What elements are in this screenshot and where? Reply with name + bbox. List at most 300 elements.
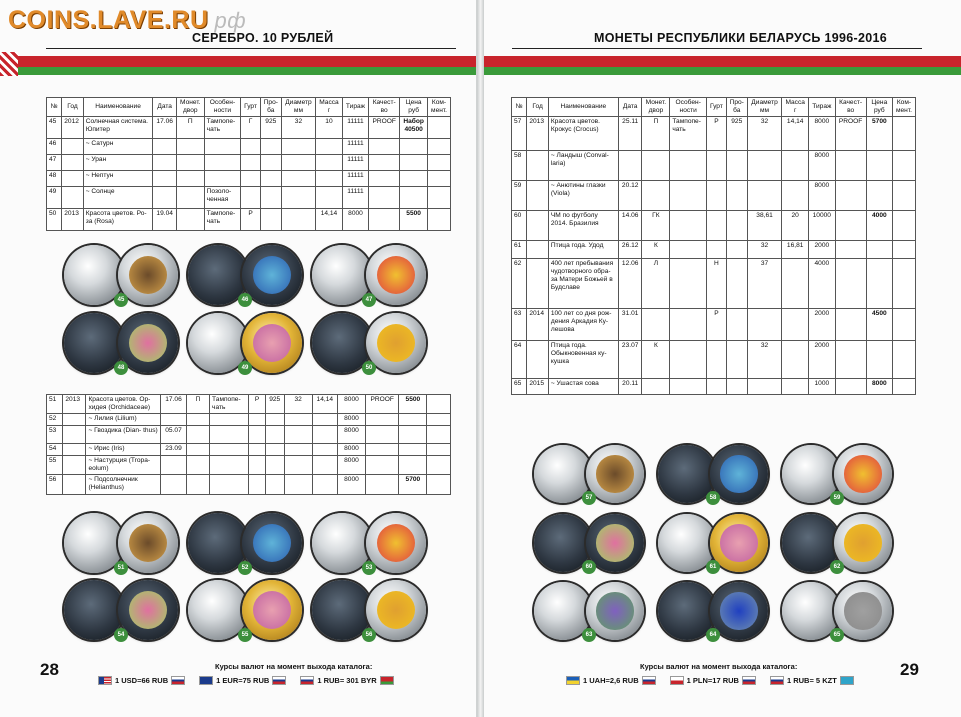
table-cell	[782, 341, 809, 379]
table-cell	[316, 171, 343, 187]
page-title: МОНЕТЫ РЕСПУБЛИКИ БЕЛАРУСЬ 1996-2016	[594, 31, 887, 45]
table-cell: 51	[47, 395, 63, 414]
table-cell: 8000	[337, 475, 365, 495]
table-cell: 64	[512, 341, 527, 379]
table-cell: Р	[241, 209, 261, 231]
table-cell: 50	[47, 209, 62, 231]
column-header: Масса г	[782, 98, 809, 117]
column-header: Ком- мент.	[892, 98, 915, 117]
table-cell	[62, 171, 83, 187]
table-cell	[400, 187, 428, 209]
table-cell	[400, 139, 428, 155]
coin-number-badge: 64	[706, 628, 720, 642]
table-cell	[670, 151, 707, 181]
table-cell	[892, 241, 915, 259]
coin-number-badge: 53	[362, 561, 376, 575]
table-cell	[265, 414, 284, 426]
table-cell	[281, 187, 315, 209]
table-cell: 19.04	[153, 209, 176, 231]
table-row	[512, 379, 916, 395]
table-cell	[312, 456, 337, 475]
table-cell	[249, 426, 265, 444]
table-cell: ~ Нептун	[83, 171, 153, 187]
table-cell	[782, 259, 809, 309]
coin-design-motif	[844, 592, 881, 629]
header-rule	[512, 48, 922, 49]
left-page	[0, 0, 477, 717]
table-cell	[707, 181, 727, 211]
table-cell	[427, 444, 451, 456]
table-cell	[316, 187, 343, 209]
table-cell: К	[642, 341, 670, 379]
table-cell	[670, 181, 707, 211]
column-header: Масса г	[316, 98, 343, 117]
table-cell	[260, 155, 281, 171]
coin-design-motif	[720, 592, 757, 629]
table-cell	[527, 211, 549, 241]
table-cell: 20	[782, 211, 809, 241]
table-cell	[186, 444, 209, 456]
coin-table-3	[511, 97, 916, 395]
coin-design-motif	[720, 524, 757, 561]
table-cell	[892, 181, 915, 211]
table-cell	[369, 187, 400, 209]
table-cell: 8000	[342, 209, 368, 231]
table-cell	[399, 444, 427, 456]
table-cell: 10	[316, 117, 343, 139]
table-cell: 4000	[809, 259, 835, 309]
coin-number-badge: 58	[706, 491, 720, 505]
table-cell: 11111	[342, 171, 368, 187]
table-cell	[62, 139, 83, 155]
table-cell: PROOF	[369, 117, 400, 139]
column-header: Качест- во	[369, 98, 400, 117]
flag-band-green	[0, 67, 477, 75]
table-cell: 925	[260, 117, 281, 139]
table-cell: 31.01	[618, 309, 642, 341]
by-flag-icon	[380, 676, 394, 685]
table-cell	[210, 444, 249, 456]
table-cell	[866, 341, 892, 379]
table-cell: 05.07	[161, 426, 186, 444]
flag-band-red	[484, 56, 961, 67]
table-cell	[241, 139, 261, 155]
table-row	[47, 187, 451, 209]
table-cell: 23.09	[161, 444, 186, 456]
table-cell: Г	[241, 117, 261, 139]
coin-number-badge: 60	[582, 560, 596, 574]
table-header-row	[512, 98, 916, 117]
table-cell	[892, 379, 915, 395]
coin-design-motif	[596, 524, 633, 561]
table-cell: 8000	[337, 456, 365, 475]
table-row	[512, 309, 916, 341]
page-number: 29	[900, 660, 919, 679]
table-cell	[835, 341, 866, 379]
table-cell	[642, 181, 670, 211]
table-cell	[265, 426, 284, 444]
table-row	[47, 139, 451, 155]
table-cell	[210, 475, 249, 495]
table-cell: 32	[747, 241, 781, 259]
table-cell	[747, 181, 781, 211]
table-cell	[186, 414, 209, 426]
pl-flag-icon	[670, 676, 684, 685]
table-cell	[260, 209, 281, 231]
table-cell	[176, 209, 204, 231]
column-header: Ком- мент.	[428, 98, 451, 117]
table-cell	[63, 426, 86, 444]
coin-number-badge: 54	[114, 628, 128, 642]
table-cell	[284, 456, 312, 475]
coin-number-badge: 56	[362, 628, 376, 642]
table-cell	[618, 151, 642, 181]
column-header: Дата	[618, 98, 642, 117]
table-cell	[707, 151, 727, 181]
table-cell: 5500	[399, 395, 427, 414]
rate-uah: 1 UAH=2,6 RUB	[566, 676, 656, 685]
table-cell	[726, 259, 747, 309]
table-cell	[176, 155, 204, 171]
column-header: Цена руб	[400, 98, 428, 117]
table-cell: 46	[47, 139, 62, 155]
coin-number-badge: 65	[830, 628, 844, 642]
table-cell: Р	[249, 395, 265, 414]
table-cell: ~ Лилия (Lilium)	[86, 414, 161, 426]
table-cell: 2015	[527, 379, 549, 395]
table-cell: 2000	[809, 241, 835, 259]
table-cell: Позоло- ченная	[204, 187, 241, 209]
table-cell: 2000	[809, 341, 835, 379]
table-cell	[312, 444, 337, 456]
column-header: Качест- во	[835, 98, 866, 117]
table-cell	[260, 187, 281, 209]
table-row	[47, 426, 451, 444]
coin-number-badge: 47	[362, 293, 376, 307]
table-cell	[260, 171, 281, 187]
table-cell	[316, 139, 343, 155]
table-row	[47, 209, 451, 231]
table-cell	[265, 475, 284, 495]
column-header: Гурт	[707, 98, 727, 117]
coin-number-badge: 62	[830, 560, 844, 574]
table-cell	[670, 259, 707, 309]
table-cell	[835, 309, 866, 341]
table-cell: Солнечная система. Юпитер	[83, 117, 153, 139]
table-cell	[284, 444, 312, 456]
eu-flag-icon	[199, 676, 213, 685]
table-cell	[892, 211, 915, 241]
table-cell	[428, 187, 451, 209]
table-row	[47, 171, 451, 187]
table-cell: Красота цветов. Ро- за (Rosa)	[83, 209, 153, 231]
rate-usd: 1 USD=66 RUB	[98, 676, 185, 685]
coin-table-1	[46, 97, 451, 231]
table-row	[512, 117, 916, 151]
table-cell	[892, 259, 915, 309]
table-cell: Н	[707, 259, 727, 309]
table-cell	[527, 151, 549, 181]
coin-number-badge: 51	[114, 561, 128, 575]
table-cell	[161, 475, 186, 495]
coin-design-motif	[129, 524, 167, 562]
table-cell	[527, 241, 549, 259]
table-cell	[427, 395, 451, 414]
column-header: №	[47, 98, 62, 117]
table-cell: Тампопе- чать	[670, 117, 707, 151]
table-cell: 57	[512, 117, 527, 151]
table-cell: 925	[726, 117, 747, 151]
coin-design-motif	[720, 455, 757, 492]
table-cell	[642, 379, 670, 395]
table-cell: 100 лет со дня рож- дения Аркадия Ку- лешова	[548, 309, 618, 341]
table-cell: П	[176, 117, 204, 139]
table-cell: 8000	[337, 414, 365, 426]
table-cell	[892, 117, 915, 151]
table-cell	[782, 151, 809, 181]
table-cell	[427, 456, 451, 475]
table-cell: 37	[747, 259, 781, 309]
table-cell	[204, 139, 241, 155]
table-cell: Набор 40500	[400, 117, 428, 139]
coin-number-badge: 50	[362, 361, 376, 375]
table-cell	[284, 426, 312, 444]
table-row	[47, 444, 451, 456]
table-cell	[527, 259, 549, 309]
coin-design-motif	[253, 524, 291, 562]
rates-title: Курсы валют на момент выхода каталога:	[640, 662, 798, 671]
table-cell	[892, 341, 915, 379]
coin-number-badge: 45	[114, 293, 128, 307]
table-cell	[281, 209, 315, 231]
table-cell	[726, 181, 747, 211]
table-cell: 20.11	[618, 379, 642, 395]
table-cell	[153, 139, 176, 155]
coin-table-2	[46, 394, 451, 495]
table-cell: 2013	[63, 395, 86, 414]
table-cell: П	[642, 117, 670, 151]
table-cell: 59	[512, 181, 527, 211]
table-cell	[369, 171, 400, 187]
table-cell: 8000	[866, 379, 892, 395]
table-cell: 38,61	[747, 211, 781, 241]
currency-rates	[98, 676, 394, 685]
table-cell: 5700	[866, 117, 892, 151]
table-cell	[427, 426, 451, 444]
table-cell	[670, 341, 707, 379]
table-cell	[892, 151, 915, 181]
coin-design-motif	[596, 455, 633, 492]
column-header: Дата	[153, 98, 176, 117]
ru-flag-icon	[642, 676, 656, 685]
coin-design-motif	[377, 256, 415, 294]
table-cell: 58	[512, 151, 527, 181]
coin-number-badge: 46	[238, 293, 252, 307]
column-header: Монет. двор	[642, 98, 670, 117]
table-row	[512, 181, 916, 211]
table-cell	[670, 211, 707, 241]
table-cell: Тампопе- чать	[204, 117, 241, 139]
coin-number-badge: 49	[238, 361, 252, 375]
table-cell: 2013	[62, 209, 83, 231]
table-cell	[366, 414, 399, 426]
table-cell: 8000	[809, 151, 835, 181]
table-cell: 12.06	[618, 259, 642, 309]
table-cell: ~ Анютины глазки (Viola)	[548, 181, 618, 211]
coin-number-badge: 57	[582, 491, 596, 505]
coin-design-motif	[253, 324, 291, 362]
table-cell	[670, 309, 707, 341]
table-cell	[366, 426, 399, 444]
ru-flag-icon	[272, 676, 286, 685]
table-cell	[642, 309, 670, 341]
table-cell: ~ Подсолнечник (Helianthus)	[86, 475, 161, 495]
table-cell	[265, 444, 284, 456]
table-cell: 25.11	[618, 117, 642, 151]
table-cell	[866, 259, 892, 309]
table-cell: 5700	[399, 475, 427, 495]
rate-byr: 1 RUB= 301 BYR	[300, 676, 393, 685]
table-cell	[210, 426, 249, 444]
table-cell: 11111	[342, 187, 368, 209]
table-cell	[265, 456, 284, 475]
table-cell: 63	[512, 309, 527, 341]
table-cell: ~ Гвоздика (Dian- thus)	[86, 426, 161, 444]
table-cell	[281, 155, 315, 171]
column-header: Цена руб	[866, 98, 892, 117]
currency-rates	[566, 676, 854, 685]
table-cell	[747, 379, 781, 395]
table-cell: ~ Настурция (Tropa- eolum)	[86, 456, 161, 475]
table-row	[47, 117, 451, 139]
table-cell	[835, 379, 866, 395]
column-header: Тираж	[342, 98, 368, 117]
table-cell: ГК	[642, 211, 670, 241]
table-cell: 4000	[866, 211, 892, 241]
table-cell	[835, 211, 866, 241]
table-cell	[707, 241, 727, 259]
book-gutter	[477, 0, 484, 717]
table-cell	[782, 309, 809, 341]
table-cell	[249, 444, 265, 456]
table-cell	[642, 151, 670, 181]
right-page	[484, 0, 961, 717]
column-header: Год	[62, 98, 83, 117]
coin-design-motif	[129, 324, 167, 362]
table-cell	[186, 426, 209, 444]
table-cell	[707, 341, 727, 379]
table-cell	[176, 187, 204, 209]
table-cell: 400 лет пребывания чудотворного обра- за Матери Божьей в Будславе	[548, 259, 618, 309]
table-cell: 32	[284, 395, 312, 414]
table-cell: 8000	[809, 181, 835, 211]
table-cell	[428, 171, 451, 187]
table-cell: ~ Ушастая сова	[548, 379, 618, 395]
table-cell	[835, 151, 866, 181]
table-cell: 62	[512, 259, 527, 309]
table-cell	[161, 456, 186, 475]
table-cell	[707, 379, 727, 395]
table-cell	[428, 139, 451, 155]
table-cell: 65	[512, 379, 527, 395]
table-cell	[782, 181, 809, 211]
table-cell	[726, 309, 747, 341]
table-row	[512, 341, 916, 379]
table-cell	[153, 171, 176, 187]
table-cell	[210, 456, 249, 475]
table-cell: ЧМ по футболу 2014. Бразилия	[548, 211, 618, 241]
watermark-main: COINS.LAVE.RU	[8, 6, 209, 34]
coin-design-motif	[253, 256, 291, 294]
column-header: Про- ба	[726, 98, 747, 117]
table-row	[512, 259, 916, 309]
coin-number-badge: 48	[114, 361, 128, 375]
table-cell	[670, 241, 707, 259]
table-cell	[369, 155, 400, 171]
table-cell	[63, 475, 86, 495]
table-cell	[63, 444, 86, 456]
table-cell	[63, 414, 86, 426]
table-cell: 2000	[809, 309, 835, 341]
table-cell	[399, 414, 427, 426]
table-cell	[726, 241, 747, 259]
coin-number-badge: 55	[238, 628, 252, 642]
table-cell	[866, 181, 892, 211]
ua-flag-icon	[566, 676, 580, 685]
table-cell: 2012	[62, 117, 83, 139]
table-cell	[747, 309, 781, 341]
table-cell: 26.12	[618, 241, 642, 259]
column-header: Диаметр мм	[281, 98, 315, 117]
table-cell	[312, 414, 337, 426]
column-header: Наименование	[548, 98, 618, 117]
table-cell: ~ Сатурн	[83, 139, 153, 155]
table-cell: 32	[281, 117, 315, 139]
table-cell	[527, 181, 549, 211]
table-cell: Птица года. Обыкновенная ку- кушка	[548, 341, 618, 379]
table-cell	[366, 456, 399, 475]
table-cell	[527, 341, 549, 379]
table-cell: Красота цветов. Ор- хидея (Orchidaceae)	[86, 395, 161, 414]
column-header: Диаметр мм	[747, 98, 781, 117]
table-cell	[428, 155, 451, 171]
column-header: Особен- ности	[670, 98, 707, 117]
table-cell	[428, 209, 451, 231]
table-cell	[241, 155, 261, 171]
table-cell: 11111	[342, 155, 368, 171]
table-cell	[427, 475, 451, 495]
table-row	[47, 414, 451, 426]
page-title: СЕРЕБРО. 10 РУБЛЕЙ	[192, 31, 334, 45]
column-header: Особен- ности	[204, 98, 241, 117]
table-row	[47, 456, 451, 475]
table-cell: 20.12	[618, 181, 642, 211]
table-cell: 14,14	[312, 395, 337, 414]
table-cell: 52	[47, 414, 63, 426]
table-cell	[249, 456, 265, 475]
table-cell: 8000	[337, 444, 365, 456]
coin-number-badge: 59	[830, 491, 844, 505]
table-cell: 5500	[400, 209, 428, 231]
table-cell	[427, 414, 451, 426]
coin-design-motif	[377, 591, 415, 629]
flag-band-red	[0, 56, 477, 67]
ru-flag-icon	[300, 676, 314, 685]
table-cell: 8000	[337, 426, 365, 444]
coin-design-motif	[844, 524, 881, 561]
header-rule	[46, 48, 456, 49]
table-cell	[369, 139, 400, 155]
